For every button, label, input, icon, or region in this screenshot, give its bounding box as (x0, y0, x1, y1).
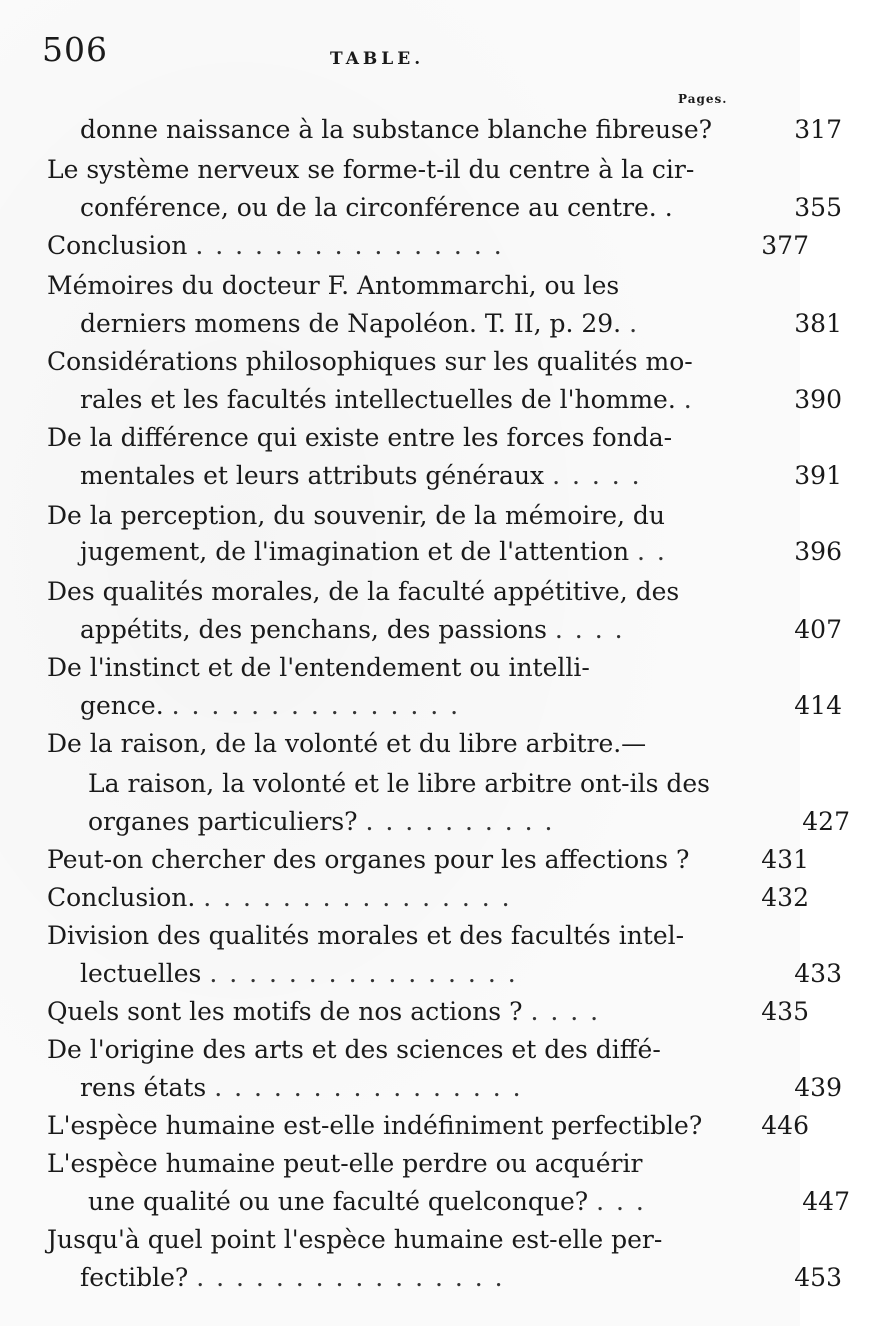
toc-line: De la perception, du souvenir, de la mémoire, du (47, 501, 666, 530)
toc-page-number: 446 (761, 1111, 809, 1140)
toc-page-number: 431 (761, 845, 809, 874)
toc-line: Division des qualités morales et des facultés intel- (47, 921, 685, 950)
toc-line: mentales et leurs attributs généraux . . . . . 391 (0, 458, 880, 494)
toc-line: Mémoires du docteur F. Antommarchi, ou les (47, 271, 620, 300)
toc-page-number: 414 (794, 691, 842, 720)
toc-line: Considérations philosophiques sur les qualités mo- (47, 347, 693, 376)
toc-line: donne naissance à la substance blanche fibreuse? 317 (0, 112, 880, 148)
page-number: 506 (42, 30, 108, 69)
toc-page-number: 407 (794, 615, 842, 644)
toc-page-number: 381 (794, 309, 842, 338)
toc-line: La raison, la volonté et le libre arbitre ont-ils des (88, 769, 710, 798)
toc-page-number: 432 (761, 883, 809, 912)
toc-line: De l'origine des arts et des sciences et des diffé- (47, 1035, 661, 1064)
toc-line: organes particuliers? . . . . . . . . . . 427 (0, 804, 888, 840)
toc-page-number: 447 (802, 1187, 850, 1216)
toc-line: Peut-on chercher des organes pour les affections ? 431 (0, 842, 847, 878)
toc-line: conférence, ou de la circonférence au centre. . 355 (0, 190, 880, 226)
toc-page-number: 435 (761, 997, 809, 1026)
pages-column-label: Pages. (678, 92, 728, 106)
toc-line: appétits, des penchans, des passions . . . . 407 (0, 612, 880, 648)
toc-page-number: 433 (794, 959, 842, 988)
toc-page-number: 317 (794, 115, 842, 144)
toc-line: Conclusion . . . . . . . . . . . . . . . . 377 (0, 228, 847, 264)
toc-page-number: 427 (802, 807, 850, 836)
toc-line: Des qualités morales, de la faculté appétitive, des (47, 577, 680, 606)
toc-page-number: 377 (761, 231, 809, 260)
toc-line: rales et les facultés intellectuelles de l'homme. . 390 (0, 382, 880, 418)
toc-page-number: 391 (794, 461, 842, 490)
toc-page-number: 390 (794, 385, 842, 414)
toc-line: De la raison, de la volonté et du libre arbitre.— (47, 729, 647, 758)
toc-line: derniers momens de Napoléon. T. II, p. 29. . 381 (0, 306, 880, 342)
toc-page-number: 355 (794, 193, 842, 222)
toc-line: gence. . . . . . . . . . . . . . . . 414 (0, 688, 880, 724)
toc-line: Jusqu'à quel point l'espèce humaine est-elle per- (47, 1225, 663, 1254)
toc-page-number: 396 (794, 537, 842, 566)
toc-line: jugement, de l'imagination et de l'attention . . 396 (0, 534, 880, 570)
toc-line: lectuelles . . . . . . . . . . . . . . . . 433 (0, 956, 880, 992)
toc-line: une qualité ou une faculté quelconque? . . . 447 (0, 1184, 888, 1220)
toc-page-number: 453 (794, 1263, 842, 1292)
toc-line: Le système nerveux se forme-t-il du centre à la cir- (47, 155, 695, 184)
toc-line: L'espèce humaine est-elle indéfiniment perfectible? 446 (0, 1108, 847, 1144)
toc-line: rens états . . . . . . . . . . . . . . . . 439 (0, 1070, 880, 1106)
toc-line: De la différence qui existe entre les forces fonda- (47, 423, 673, 452)
toc-line: De l'instinct et de l'entendement ou intelli- (47, 653, 590, 682)
toc-line: Conclusion. . . . . . . . . . . . . . . . . 432 (0, 880, 847, 916)
toc-line: fectible? . . . . . . . . . . . . . . . . 453 (0, 1260, 880, 1296)
toc-line: Quels sont les motifs de nos actions ? . . . . 435 (0, 994, 847, 1030)
toc-page-number: 439 (794, 1073, 842, 1102)
running-title: TABLE. (330, 49, 425, 69)
toc-line: L'espèce humaine peut-elle perdre ou acquérir (47, 1149, 643, 1178)
